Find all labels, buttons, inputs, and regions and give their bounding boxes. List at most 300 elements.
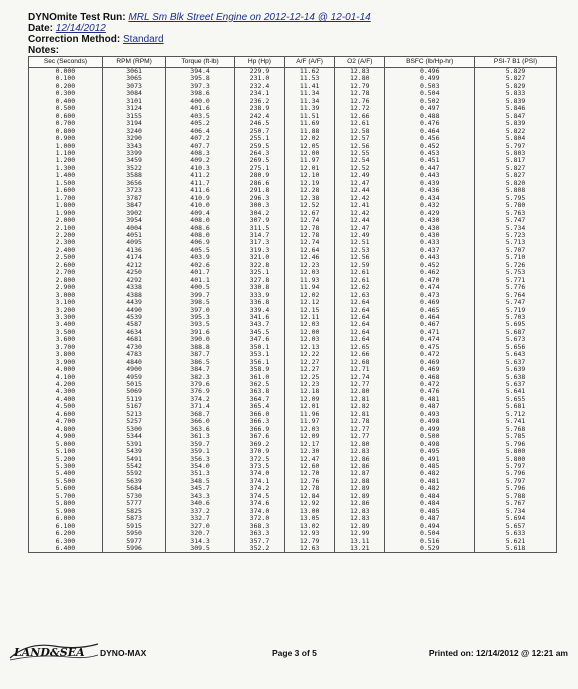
cell-torque: 340.6 [166,500,235,507]
cell-af: 12.02 [285,135,335,142]
cell-sec: 2.600 [29,262,103,269]
cell-rpm: 3954 [102,217,165,224]
cell-psi: 5.747 [475,299,557,306]
cell-o2: 12.66 [335,351,385,358]
cell-bsfc: 0.432 [385,202,475,209]
cell-bsfc: 0.476 [385,120,475,127]
cell-hp: 366.3 [234,418,284,425]
cell-rpm: 4338 [102,284,165,291]
cell-o2: 12.58 [335,128,385,135]
cell-sec: 6.100 [29,523,103,530]
cell-rpm: 3459 [102,157,165,164]
cell-o2: 12.47 [335,225,385,232]
cell-bsfc: 0.498 [385,418,475,425]
cell-bsfc: 0.453 [385,150,475,157]
cell-o2: 12.41 [335,202,385,209]
cell-bsfc: 0.503 [385,83,475,90]
cell-sec: 3.100 [29,299,103,306]
table-row [29,113,557,120]
cell-o2: 12.83 [335,508,385,515]
cell-o2: 12.64 [335,321,385,328]
cell-psi: 5.734 [475,508,557,515]
cell-torque: 309.5 [166,545,235,553]
table-row [29,239,557,246]
cell-rpm: 3155 [102,113,165,120]
cell-af: 11.34 [285,90,335,97]
cell-af: 12.22 [285,351,335,358]
cell-hp: 341.6 [234,314,284,321]
cell-af: 12.27 [285,366,335,373]
cell-torque: 368.7 [166,411,235,418]
cell-bsfc: 0.504 [385,90,475,97]
cell-rpm: 3522 [102,165,165,172]
cell-rpm: 5439 [102,448,165,455]
cell-o2: 12.76 [335,98,385,105]
cell-af: 12.17 [285,441,335,448]
cell-sec: 4.700 [29,418,103,425]
cell-torque: 327.0 [166,523,235,530]
cell-af: 11.69 [285,120,335,127]
cell-psi: 5.827 [475,165,557,172]
cell-torque: 343.3 [166,493,235,500]
table-row [29,292,557,299]
cell-rpm: 5977 [102,538,165,545]
cell-bsfc: 0.434 [385,195,475,202]
cell-torque: 399.7 [166,292,235,299]
cell-hp: 372.5 [234,456,284,463]
cell-rpm: 5730 [102,493,165,500]
cell-bsfc: 0.485 [385,463,475,470]
cell-hp: 374.2 [234,485,284,492]
cell-psi: 5.763 [475,210,557,217]
cell-rpm: 4783 [102,351,165,358]
table-row [29,523,557,530]
cell-bsfc: 0.471 [385,329,475,336]
cell-bsfc: 0.487 [385,403,475,410]
cell-torque: 402.6 [166,262,235,269]
cell-bsfc: 0.465 [385,307,475,314]
cell-torque: 371.4 [166,403,235,410]
table-row [29,411,557,418]
cell-rpm: 4439 [102,299,165,306]
cell-hp: 352.2 [234,545,284,553]
table-row [29,187,557,194]
cell-sec: 1.100 [29,150,103,157]
cell-psi: 5.797 [475,478,557,485]
cell-rpm: 3101 [102,98,165,105]
cell-hp: 347.6 [234,336,284,343]
cell-bsfc: 0.499 [385,426,475,433]
cell-o2: 12.49 [335,232,385,239]
cell-bsfc: 0.439 [385,180,475,187]
cell-psi: 5.785 [475,433,557,440]
cell-sec: 3.600 [29,336,103,343]
cell-rpm: 3065 [102,75,165,82]
cell-sec: 2.200 [29,232,103,239]
cell-sec: 1.700 [29,195,103,202]
cell-psi: 5.741 [475,418,557,425]
cell-torque: 398.5 [166,299,235,306]
cell-hp: 369.2 [234,441,284,448]
cell-sec: 1.600 [29,187,103,194]
cell-sec: 4.400 [29,396,103,403]
cell-af: 12.70 [285,470,335,477]
cell-hp: 286.6 [234,180,284,187]
cell-o2: 12.59 [335,262,385,269]
cell-hp: 374.1 [234,478,284,485]
cell-torque: 408.0 [166,232,235,239]
cell-psi: 5.656 [475,344,557,351]
cell-rpm: 5684 [102,485,165,492]
cell-rpm: 3656 [102,180,165,187]
cell-sec: 3.900 [29,359,103,366]
cell-torque: 406.9 [166,239,235,246]
cell-torque: 400.5 [166,284,235,291]
dyno-data-table [28,56,557,553]
cell-rpm: 4212 [102,262,165,269]
cell-o2: 12.64 [335,307,385,314]
cell-torque: 401.7 [166,269,235,276]
cell-bsfc: 0.485 [385,508,475,515]
cell-o2: 12.83 [335,448,385,455]
cell-torque: 405.5 [166,247,235,254]
cell-psi: 5.800 [475,456,557,463]
cell-af: 12.92 [285,500,335,507]
cell-o2: 12.68 [335,359,385,366]
table-row [29,83,557,90]
table-row [29,493,557,500]
cell-o2: 12.88 [335,478,385,485]
cell-torque: 366.0 [166,418,235,425]
cell-psi: 5.673 [475,336,557,343]
cell-rpm: 5639 [102,478,165,485]
date-link[interactable]: 12/14/2012 [55,23,106,34]
cell-torque: 408.6 [166,225,235,232]
cell-hp: 280.9 [234,172,284,179]
cell-o2: 12.65 [335,344,385,351]
table-row [29,448,557,455]
table-row [29,321,557,328]
table-row [29,515,557,522]
cell-hp: 300.3 [234,202,284,209]
table-row [29,456,557,463]
cell-hp: 327.8 [234,277,284,284]
cell-af: 12.03 [285,269,335,276]
cell-torque: 337.2 [166,508,235,515]
cell-hp: 250.7 [234,128,284,135]
cell-hp: 229.9 [234,68,284,76]
cell-hp: 259.5 [234,143,284,150]
cell-o2: 12.80 [335,388,385,395]
cell-psi: 5.764 [475,292,557,299]
cell-rpm: 3061 [102,68,165,76]
cell-torque: 390.0 [166,336,235,343]
cell-hp: 374.6 [234,500,284,507]
cell-o2: 12.44 [335,187,385,194]
cell-af: 12.84 [285,493,335,500]
cell-o2: 12.55 [335,150,385,157]
cell-torque: 411.2 [166,172,235,179]
table-row [29,307,557,314]
col-header-o2: O2 (A/F) [335,57,385,68]
cell-o2: 12.49 [335,172,385,179]
cell-psi: 5.829 [475,68,557,76]
cell-o2: 13.21 [335,545,385,553]
cell-torque: 408.0 [166,217,235,224]
cell-bsfc: 0.474 [385,284,475,291]
cell-psi: 5.780 [475,202,557,209]
cell-psi: 5.803 [475,150,557,157]
cell-bsfc: 0.456 [385,135,475,142]
cell-af: 12.25 [285,374,335,381]
cell-psi: 5.712 [475,411,557,418]
cell-psi: 5.796 [475,470,557,477]
cell-torque: 403.9 [166,254,235,261]
cell-rpm: 4051 [102,232,165,239]
table-row [29,98,557,105]
cell-af: 12.38 [285,195,335,202]
date-row [28,23,568,34]
table-row [29,75,557,82]
cell-sec: 2.400 [29,247,103,254]
notes-label: Notes: [28,45,60,56]
cell-af: 12.30 [285,448,335,455]
cell-psi: 5.827 [475,172,557,179]
cell-sec: 5.800 [29,500,103,507]
cell-bsfc: 0.504 [385,530,475,537]
run-link[interactable]: MRL Sm Blk Street Engine on 2012-12-14 @ 12-01-14 [128,12,371,23]
cell-af: 12.09 [285,396,335,403]
cell-rpm: 4959 [102,374,165,381]
cell-sec: 0.600 [29,113,103,120]
cell-sec: 6.000 [29,515,103,522]
cell-o2: 12.86 [335,463,385,470]
cell-o2: 12.47 [335,180,385,187]
cell-hp: 296.3 [234,195,284,202]
cell-bsfc: 0.469 [385,299,475,306]
cell-o2: 12.42 [335,210,385,217]
table-row [29,120,557,127]
cell-torque: 384.7 [166,366,235,373]
table-row [29,150,557,157]
cell-sec: 1.000 [29,143,103,150]
cell-hp: 255.1 [234,135,284,142]
cell-bsfc: 0.469 [385,359,475,366]
cell-o2: 12.77 [335,433,385,440]
cell-o2: 12.79 [335,83,385,90]
cell-hp: 374.5 [234,493,284,500]
cell-sec: 2.900 [29,284,103,291]
cell-bsfc: 0.495 [385,448,475,455]
cell-rpm: 5592 [102,470,165,477]
cell-sec: 5.400 [29,470,103,477]
cell-rpm: 5777 [102,500,165,507]
cell-psi: 5.643 [475,351,557,358]
cell-hp: 330.8 [234,284,284,291]
cell-o2: 12.78 [335,90,385,97]
cell-o2: 12.83 [335,515,385,522]
cell-sec: 3.700 [29,344,103,351]
cell-sec: 3.000 [29,292,103,299]
cell-af: 12.23 [285,381,335,388]
cell-rpm: 5213 [102,411,165,418]
cell-sec: 4.100 [29,374,103,381]
cell-bsfc: 0.484 [385,493,475,500]
cell-torque: 359.1 [166,448,235,455]
cell-bsfc: 0.529 [385,545,475,553]
cell-hp: 362.5 [234,381,284,388]
cell-sec: 0.200 [29,83,103,90]
cell-sec: 5.700 [29,493,103,500]
table-row [29,344,557,351]
cell-o2: 12.52 [335,165,385,172]
table-row [29,329,557,336]
cell-psi: 5.637 [475,381,557,388]
cell-af: 13.05 [285,515,335,522]
cell-hp: 367.6 [234,433,284,440]
cell-psi: 5.833 [475,90,557,97]
table-row [29,157,557,164]
cell-af: 11.62 [285,68,335,76]
cell-bsfc: 0.451 [385,157,475,164]
cell-psi: 5.713 [475,239,557,246]
cell-psi: 5.797 [475,463,557,470]
cell-torque: 387.7 [166,351,235,358]
cell-torque: 314.3 [166,538,235,545]
cell-psi: 5.771 [475,277,557,284]
cell-sec: 3.400 [29,321,103,328]
cell-rpm: 5344 [102,433,165,440]
cell-sec: 5.200 [29,456,103,463]
cell-psi: 5.734 [475,225,557,232]
cell-torque: 405.2 [166,120,235,127]
cell-af: 13.02 [285,523,335,530]
cell-sec: 4.300 [29,388,103,395]
cell-bsfc: 0.452 [385,262,475,269]
cell-torque: 395.8 [166,75,235,82]
cell-bsfc: 0.482 [385,470,475,477]
cell-af: 11.96 [285,411,335,418]
cell-torque: 410.3 [166,165,235,172]
cell-o2: 12.54 [335,157,385,164]
cell-psi: 5.776 [475,284,557,291]
cell-o2: 12.80 [335,441,385,448]
cell-hp: 322.8 [234,262,284,269]
cell-psi: 5.655 [475,396,557,403]
cell-af: 12.74 [285,217,335,224]
table-row [29,143,557,150]
cell-bsfc: 0.452 [385,143,475,150]
cell-o2: 12.64 [335,329,385,336]
col-header-sec: Sec (Seconds) [29,57,103,68]
cell-rpm: 3124 [102,105,165,112]
printed-timestamp: Printed on: 12/14/2012 @ 12:21 am [428,648,568,658]
cell-o2: 12.89 [335,485,385,492]
cell-psi: 5.681 [475,403,557,410]
cell-bsfc: 0.443 [385,254,475,261]
cell-sec: 5.600 [29,485,103,492]
cell-af: 11.94 [285,284,335,291]
cell-hp: 363.3 [234,530,284,537]
cell-hp: 333.9 [234,292,284,299]
cell-rpm: 3290 [102,135,165,142]
cell-af: 11.97 [285,418,335,425]
cell-sec: 2.100 [29,225,103,232]
cell-hp: 234.1 [234,90,284,97]
report-footer [0,640,578,670]
cell-torque: 351.3 [166,470,235,477]
cell-torque: 388.8 [166,344,235,351]
cell-af: 12.74 [285,239,335,246]
cell-bsfc: 0.476 [385,388,475,395]
cell-hp: 269.5 [234,157,284,164]
cell-af: 12.01 [285,165,335,172]
cell-af: 11.53 [285,75,335,82]
table-row [29,433,557,440]
cell-rpm: 4730 [102,344,165,351]
cell-af: 12.27 [285,359,335,366]
cell-psi: 5.726 [475,262,557,269]
cell-af: 12.46 [285,254,335,261]
logo-wordmark: LAND&SEA [14,646,85,659]
cell-bsfc: 0.447 [385,165,475,172]
cell-af: 12.47 [285,456,335,463]
report-header [28,12,568,56]
cell-sec: 4.200 [29,381,103,388]
cell-psi: 5.641 [475,388,557,395]
cell-rpm: 4174 [102,254,165,261]
cell-hp: 366.0 [234,411,284,418]
cell-sec: 0.000 [29,68,103,76]
cell-sec: 4.500 [29,403,103,410]
cell-bsfc: 0.496 [385,68,475,76]
cell-rpm: 5996 [102,545,165,553]
cell-o2: 12.63 [335,292,385,299]
col-header-bsfc: BSFC (lb/Hp-hr) [385,57,475,68]
correction-link[interactable]: Standard [123,34,164,45]
cell-psi: 5.657 [475,523,557,530]
cell-sec: 2.300 [29,239,103,246]
table-row [29,388,557,395]
cell-torque: 354.0 [166,463,235,470]
cell-sec: 0.700 [29,120,103,127]
cell-psi: 5.797 [475,143,557,150]
table-row [29,105,557,112]
cell-o2: 12.81 [335,411,385,418]
cell-torque: 345.7 [166,485,235,492]
cell-rpm: 4840 [102,359,165,366]
table-header-row [29,57,557,68]
date-label: Date: [28,23,54,34]
cell-psi: 5.753 [475,269,557,276]
cell-rpm: 5873 [102,515,165,522]
cell-torque: 332.7 [166,515,235,522]
cell-psi: 5.638 [475,374,557,381]
cell-o2: 12.42 [335,195,385,202]
cell-o2: 12.80 [335,75,385,82]
cell-o2: 12.77 [335,381,385,388]
cell-o2: 12.71 [335,366,385,373]
table-row [29,336,557,343]
cell-af: 12.01 [285,403,335,410]
table-row [29,545,557,553]
col-header-rpm: RPM (RPM) [102,57,165,68]
cell-sec: 2.000 [29,217,103,224]
cell-rpm: 5300 [102,426,165,433]
cell-hp: 363.8 [234,388,284,395]
cell-bsfc: 0.430 [385,225,475,232]
cell-hp: 238.9 [234,105,284,112]
